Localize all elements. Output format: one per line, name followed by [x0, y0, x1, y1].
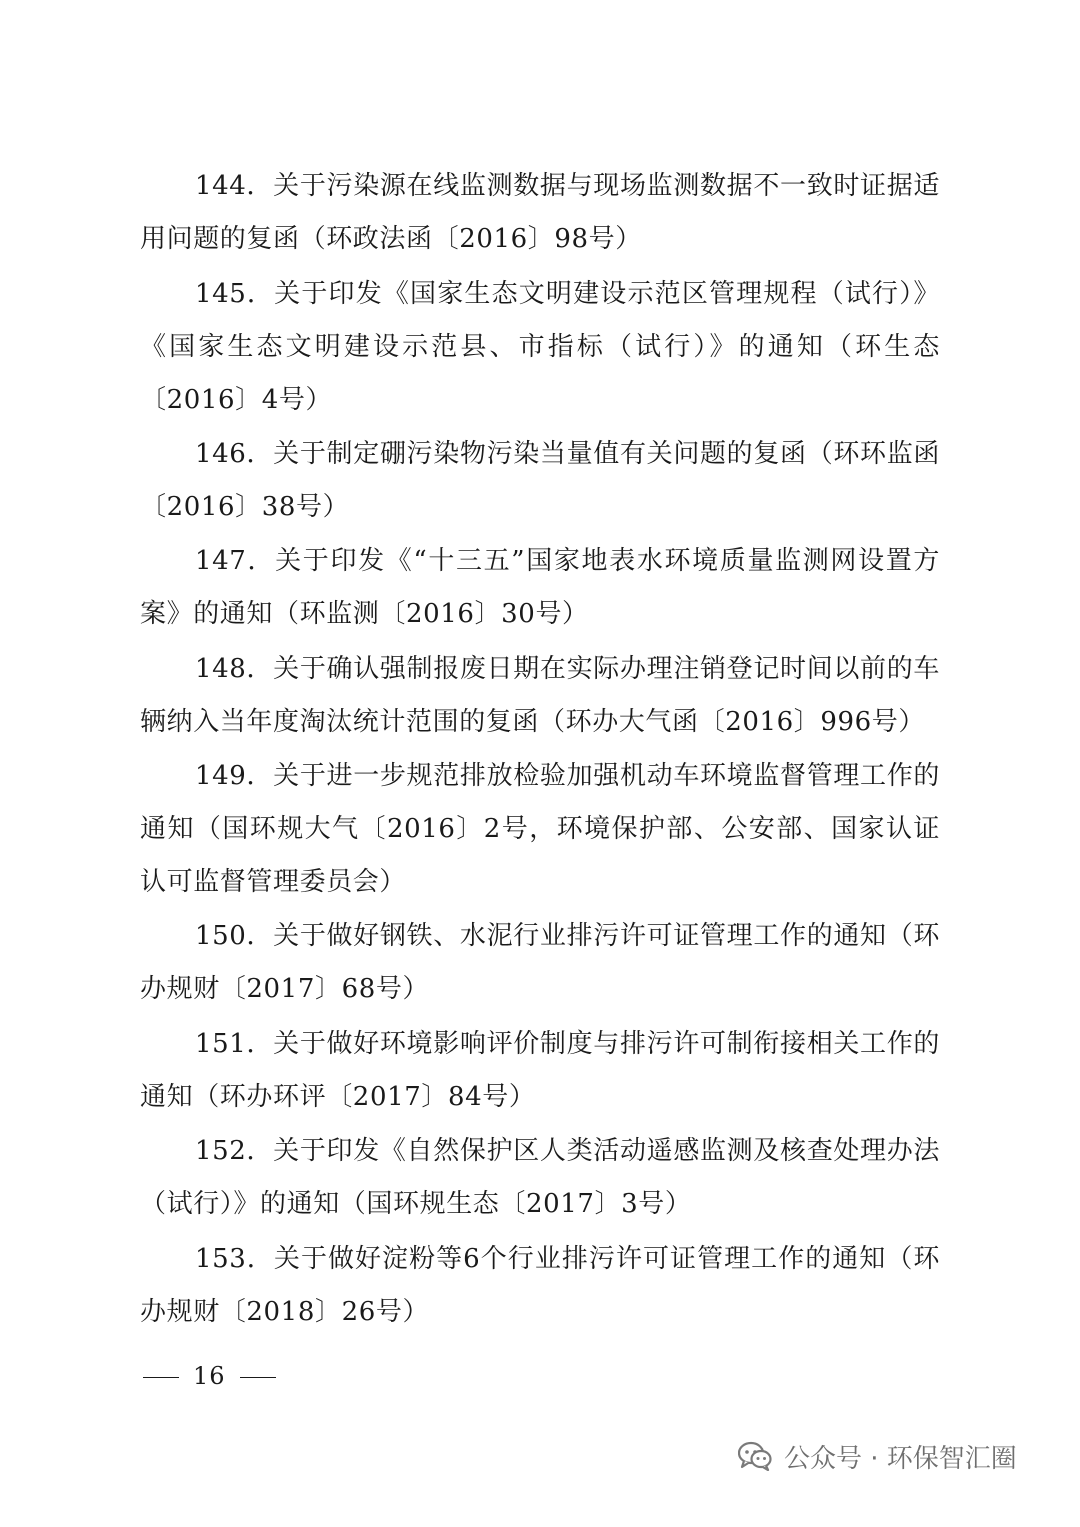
page-number-footer — [143, 1356, 276, 1396]
wechat-watermark — [738, 1434, 1017, 1478]
list-item: 153．关于做好淀粉等6个行业排污许可证管理工作的通知（环办规财〔2018〕26号） — [140, 1244, 940, 1327]
list-item: 150．关于做好钢铁、水泥行业排污许可证管理工作的通知（环办规财〔2017〕68号） — [140, 921, 940, 1004]
list-item: 152．关于印发《自然保护区人类活动遥感监测及核查处理办法（试行）》的通知（国环规生态〔2017〕3号） — [140, 1136, 940, 1219]
list-item: 151．关于做好环境影响评价制度与排污许可制衔接相关工作的通知（环办环评〔2017〕84号） — [140, 1029, 940, 1112]
footer-dash-left — [143, 1377, 179, 1378]
footer-dash-right — [240, 1377, 276, 1378]
list-item: 145．关于印发《国家生态文明建设示范区管理规程（试行）》《国家生态文明建设示范县、市指标（试行）》的通知（环生态〔2016〕4号） — [140, 279, 940, 415]
list-item: 144．关于污染源在线监测数据与现场监测数据不一致时证据适用问题的复函（环政法函〔2016〕98号） — [140, 171, 940, 254]
list-item: 148．关于确认强制报废日期在实际办理注销登记时间以前的车辆纳入当年度淘汰统计范围的复函（环办大气函〔2016〕996号） — [140, 654, 940, 737]
list-item: 147．关于印发《“十三五”国家地表水环境质量监测网设置方案》的通知（环监测〔2016〕30号） — [140, 546, 940, 629]
list-item: 146．关于制定硼污染物污染当量值有关问题的复函（环环监函〔2016〕38号） — [140, 439, 940, 522]
page-number: 16 — [193, 1362, 226, 1390]
list-item: 149．关于进一步规范排放检验加强机动车环境监督管理工作的通知（国环规大气〔2016〕2号，环境保护部、公安部、国家认证认可监督管理委员会） — [140, 761, 940, 897]
wechat-icon — [738, 1441, 772, 1471]
watermark-text: 公众号 · 环保智汇圈 — [784, 1443, 1017, 1474]
